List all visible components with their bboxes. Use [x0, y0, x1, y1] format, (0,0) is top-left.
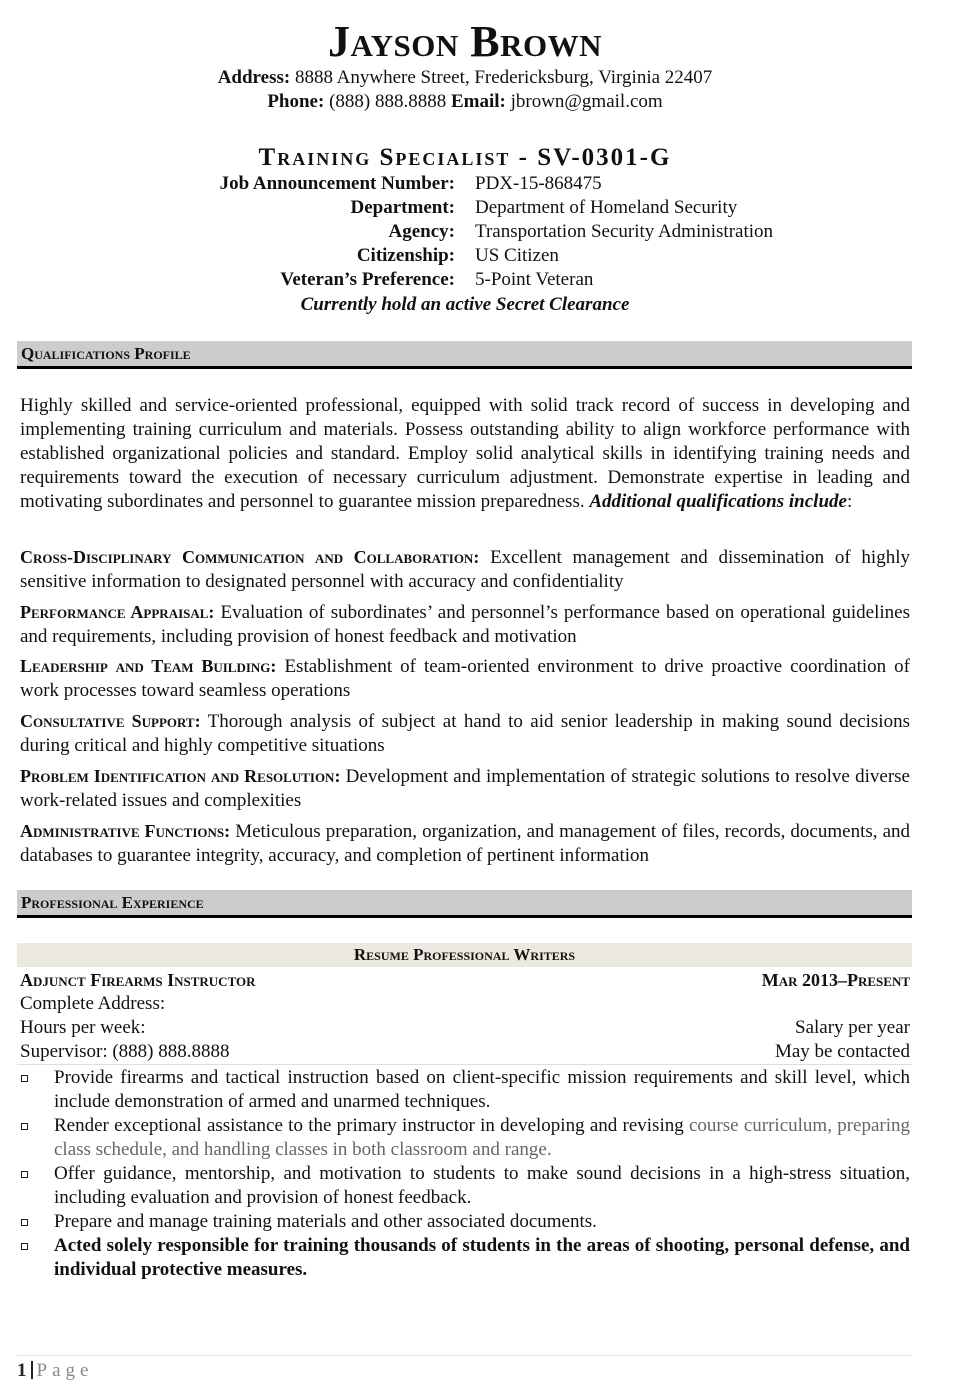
candidate-name: Jayson Brown — [328, 17, 602, 66]
summary-end: : — [846, 491, 853, 512]
divider — [17, 1064, 912, 1065]
address-value: 8888 Anywhere Street, Fredericksburg, Virginia 22407 — [294, 67, 713, 88]
address-line — [0, 66, 930, 90]
job-row-value: US Citizen — [475, 245, 559, 266]
list-item-text: Offer guidance, mentorship, and motivation to students to make sound decisions in a high-stress situation, including evaluation and provision of honest feedback. — [54, 1163, 910, 1208]
email-label: Email: — [450, 91, 506, 112]
address-row — [20, 992, 910, 1016]
job-row-value: 5-Point Veteran — [475, 269, 594, 290]
employer-name: Resume Professional Writers — [17, 943, 912, 967]
hours-label: Hours per week: — [20, 1017, 146, 1038]
qualification-item — [20, 600, 910, 649]
qualification-item — [20, 545, 910, 594]
job-row-label: Veteran’s Preference: — [280, 269, 455, 290]
position-title: Adjunct Firearms Instructor — [20, 970, 256, 990]
email-value[interactable]: jbrown@gmail.com — [510, 91, 663, 112]
position-row — [20, 968, 910, 992]
page-label: Page — [36, 1360, 94, 1381]
qualification-text: Thorough analysis of subject at hand to aid senior leadership in making sound decisions during critical and highly competitive situations — [20, 711, 910, 756]
phone-label: Phone: — [267, 91, 325, 112]
qualification-title: Leadership and Team Building: — [20, 656, 277, 676]
page-number: 1 — [17, 1360, 27, 1381]
job-row-label: Job Announcement Number: — [219, 173, 455, 194]
list-item-text-a: Render exceptional assistance to the primary instructor in developing and revising — [54, 1115, 689, 1136]
square-bullet-icon — [21, 1075, 28, 1082]
job-row-citizenship — [0, 244, 930, 268]
supervisor-row — [20, 1040, 910, 1064]
phone-value: (888) 888.8888 — [329, 91, 447, 112]
qualification-title: Problem Identification and Resolution: — [20, 766, 341, 786]
complete-address-label: Complete Address: — [20, 993, 166, 1014]
qualification-title: Consultative Support: — [20, 711, 201, 731]
job-row-label: Citizenship: — [356, 245, 455, 266]
clearance-statement: Currently hold an active Secret Clearance — [300, 294, 630, 315]
profile-summary — [20, 394, 910, 514]
section-title: Qualifications Profile — [21, 344, 191, 363]
qualification-item — [20, 764, 910, 813]
job-row-label: Department: — [350, 197, 455, 218]
position-dates: Mar 2013–Present — [761, 970, 910, 990]
qualification-title: Cross-Disciplinary Communication and Collaboration: — [20, 547, 480, 567]
qualification-text: Evaluation of subordinates’ and personnel’s performance based on operational guidelines and requirements, including provision of honest feedback and motivation — [20, 602, 910, 647]
summary-text: Highly skilled and service-oriented professional, equipped with solid track record of success in developing and implementing training curriculum and materials. Possess outstanding ability to align workforce performance with established organizational policies and standard. Employ solid analytical skills in identifying training needs and requirements toward the execution of necessary curriculum adjustment. Demonstrate expertise in leading and motivating subordinates and personnel to guarantee mission preparedness. — [20, 395, 910, 512]
page-footer — [17, 1360, 93, 1382]
contact-permission: May be contacted — [774, 1041, 910, 1062]
qualification-text: Excellent management and dissemination of highly sensitive information to designated personnel with accuracy and confidentiality — [20, 547, 910, 592]
square-bullet-icon — [21, 1243, 28, 1250]
job-row-label: Agency: — [388, 221, 455, 242]
hours-row — [20, 1016, 910, 1040]
list-item-text — [54, 1114, 910, 1162]
square-bullet-icon — [21, 1171, 28, 1178]
footer-separator — [31, 1361, 33, 1379]
section-header-qualifications — [17, 341, 912, 369]
job-row-value: Department of Homeland Security — [475, 197, 738, 218]
job-row-department — [0, 196, 930, 220]
job-row-agency — [0, 220, 930, 244]
list-item-text: Acted solely responsible for training thousands of students in the areas of shooting, personal defense, and individual protective measures. — [54, 1235, 910, 1280]
phone-email-line — [0, 90, 930, 114]
square-bullet-icon — [21, 1123, 28, 1130]
job-title: Training Specialist - SV-0301-G — [258, 144, 672, 171]
section-header-experience — [17, 890, 912, 918]
footer-divider — [17, 1355, 912, 1356]
list-item-text: Prepare and manage training materials and other associated documents. — [54, 1211, 597, 1232]
square-bullet-icon — [21, 1219, 28, 1226]
job-row-value: PDX-15-868475 — [475, 173, 602, 194]
job-row-veteran-preference — [0, 268, 930, 292]
job-row-announcement — [0, 172, 930, 196]
list-item-text: Provide firearms and tactical instruction based on client-specific mission requirements and skill level, which include demonstration of armed and unarmed techniques. — [54, 1067, 910, 1112]
salary-label: Salary per year — [795, 1017, 910, 1038]
supervisor-phone: Supervisor: (888) 888.8888 — [20, 1041, 230, 1062]
qualification-text: Meticulous preparation, organization, and management of files, records, documents, and databases to guarantee integrity, accuracy, and completion of pertinent information — [20, 821, 911, 866]
list-item-text-b: course curriculum, preparing class schedule, and handling classes in both classroom and range. — [54, 1115, 910, 1160]
qualification-item — [20, 819, 910, 868]
qualification-item — [20, 709, 910, 758]
qualification-title: Performance Appraisal: — [20, 602, 215, 622]
summary-emphasis: Additional qualifications include — [589, 491, 847, 512]
section-title: Professional Experience — [21, 893, 204, 912]
qualification-title: Administrative Functions: — [20, 821, 231, 841]
qualification-text: Establishment of team-oriented environment to drive proactive coordination of work processes toward seamless operations — [20, 656, 911, 701]
qualification-item — [20, 654, 910, 703]
qualification-text: Development and implementation of strategic solutions to resolve diverse work-related issues and complexities — [20, 766, 910, 811]
job-row-value: Transportation Security Administration — [475, 221, 774, 242]
address-label: Address: — [217, 67, 291, 88]
